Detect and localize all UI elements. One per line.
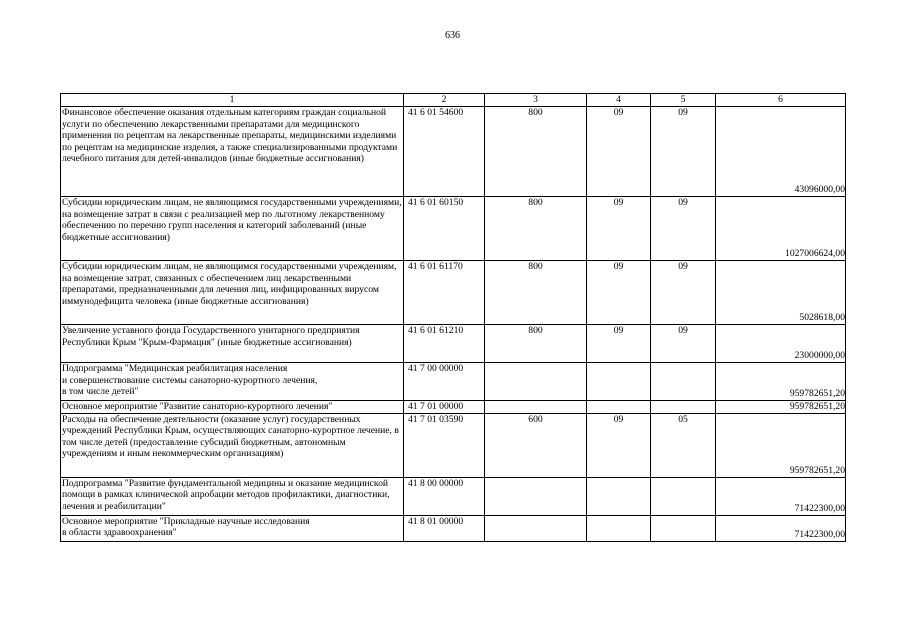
row-code: 41 8 00 00000 bbox=[404, 477, 485, 515]
row-type: 800 bbox=[485, 325, 587, 363]
row-amount: 959782651,20 bbox=[716, 363, 846, 401]
row-subsection bbox=[651, 401, 716, 414]
row-subsection bbox=[651, 515, 716, 541]
page-number: 636 bbox=[445, 30, 460, 41]
row-amount: 71422300,00 bbox=[716, 477, 846, 515]
row-subsection bbox=[651, 363, 716, 401]
table-row bbox=[61, 477, 846, 515]
row-name: Увеличение уставного фонда Государственного унитарного предприятия Республики Крым "Крым-Фармация" (иные бюджетные ассигнования) bbox=[61, 325, 404, 363]
row-subsection: 09 bbox=[651, 261, 716, 325]
row-section bbox=[587, 477, 651, 515]
table-row bbox=[61, 413, 846, 477]
row-type bbox=[485, 477, 587, 515]
row-code: 41 7 01 03590 bbox=[404, 413, 485, 477]
table-body bbox=[61, 107, 846, 542]
header-col-6: 6 bbox=[716, 94, 846, 107]
row-subsection bbox=[651, 477, 716, 515]
header-col-5: 5 bbox=[651, 94, 716, 107]
header-row bbox=[61, 94, 846, 107]
table-row bbox=[61, 107, 846, 197]
row-section: 09 bbox=[587, 325, 651, 363]
budget-table bbox=[60, 93, 846, 542]
row-section bbox=[587, 401, 651, 414]
row-amount: 71422300,00 bbox=[716, 515, 846, 541]
header-col-3: 3 bbox=[485, 94, 587, 107]
row-subsection: 09 bbox=[651, 107, 716, 197]
row-type: 600 bbox=[485, 413, 587, 477]
row-code: 41 6 01 61210 bbox=[404, 325, 485, 363]
row-section: 09 bbox=[587, 413, 651, 477]
row-name: Подпрограмма "Развитие фундаментальной медицины и оказание медицинской помощи в рамках клинической апробации методов профилактики, диагностики, лечения и реабилитации" bbox=[61, 477, 404, 515]
table-row bbox=[61, 197, 846, 261]
row-subsection: 09 bbox=[651, 325, 716, 363]
row-section: 09 bbox=[587, 197, 651, 261]
row-name: Субсидии юридическим лицам, не являющимся государственными учреждениям, на возмещение затрат, связанных с обеспечением лиц лекарственными препаратами, предназначенными для лечения лиц, инфицированных вирусом иммунодефицита человека (иные бюджетные ассигнования) bbox=[61, 261, 404, 325]
table-row bbox=[61, 261, 846, 325]
row-type: 800 bbox=[485, 261, 587, 325]
row-code: 41 7 00 00000 bbox=[404, 363, 485, 401]
table-row bbox=[61, 515, 846, 541]
header-col-1: 1 bbox=[61, 94, 404, 107]
row-name: Основное мероприятие "Прикладные научные исследования в области здравоохранения" bbox=[61, 515, 404, 541]
row-section bbox=[587, 515, 651, 541]
row-code: 41 6 01 61170 bbox=[404, 261, 485, 325]
row-code: 41 6 01 54600 bbox=[404, 107, 485, 197]
row-subsection: 09 bbox=[651, 197, 716, 261]
row-section: 09 bbox=[587, 261, 651, 325]
table-row bbox=[61, 401, 846, 414]
row-amount: 23000000,00 bbox=[716, 325, 846, 363]
row-name: Расходы на обеспечение деятельности (оказание услуг) государственных учреждений Республики Крым, осуществляющих санаторно-курортное лечение, в том числе детей (предоставление субсидий бюджетным, автономным учреждениям и иным некоммерческим организациям) bbox=[61, 413, 404, 477]
row-code: 41 8 01 00000 bbox=[404, 515, 485, 541]
row-section bbox=[587, 363, 651, 401]
row-amount: 5028618,00 bbox=[716, 261, 846, 325]
row-code: 41 7 01 00000 bbox=[404, 401, 485, 414]
row-type bbox=[485, 401, 587, 414]
row-name: Субсидии юридическим лицам, не являющимся государственными учреждениями, на возмещение затрат в связи с реализацией мер по льготному лекарственному обеспечению по перечню групп населения и категорий заболеваний (иные бюджетные ассигнования) bbox=[61, 197, 404, 261]
row-code: 41 6 01 60150 bbox=[404, 197, 485, 261]
row-amount: 959782651,20 bbox=[716, 401, 846, 414]
row-name: Основное мероприятие "Развитие санаторно-курортного лечения" bbox=[61, 401, 404, 414]
row-amount: 1027006624,00 bbox=[716, 197, 846, 261]
table-row bbox=[61, 325, 846, 363]
row-amount: 43096000,00 bbox=[716, 107, 846, 197]
row-amount: 959782651,20 bbox=[716, 413, 846, 477]
row-name: Финансовое обеспечение оказания отдельным категориям граждан социальной услуги по обеспечению лекарственными препаратами для медицинского применения по рецептам на лекарственные препараты, медицинскими изделиями по рецептам на медицинские изделия, а также специализированными продуктами лечебного питания для детей-инвалидов (иные бюджетные ассигнования) bbox=[61, 107, 404, 197]
row-subsection: 05 bbox=[651, 413, 716, 477]
row-type bbox=[485, 363, 587, 401]
table-row bbox=[61, 363, 846, 401]
row-type: 800 bbox=[485, 107, 587, 197]
header-col-2: 2 bbox=[404, 94, 485, 107]
header-col-4: 4 bbox=[587, 94, 651, 107]
row-section: 09 bbox=[587, 107, 651, 197]
row-type: 800 bbox=[485, 197, 587, 261]
row-type bbox=[485, 515, 587, 541]
row-name: Подпрограмма "Медицинская реабилитация населения и совершенствование системы санаторно-курортного лечения, в том числе детей" bbox=[61, 363, 404, 401]
